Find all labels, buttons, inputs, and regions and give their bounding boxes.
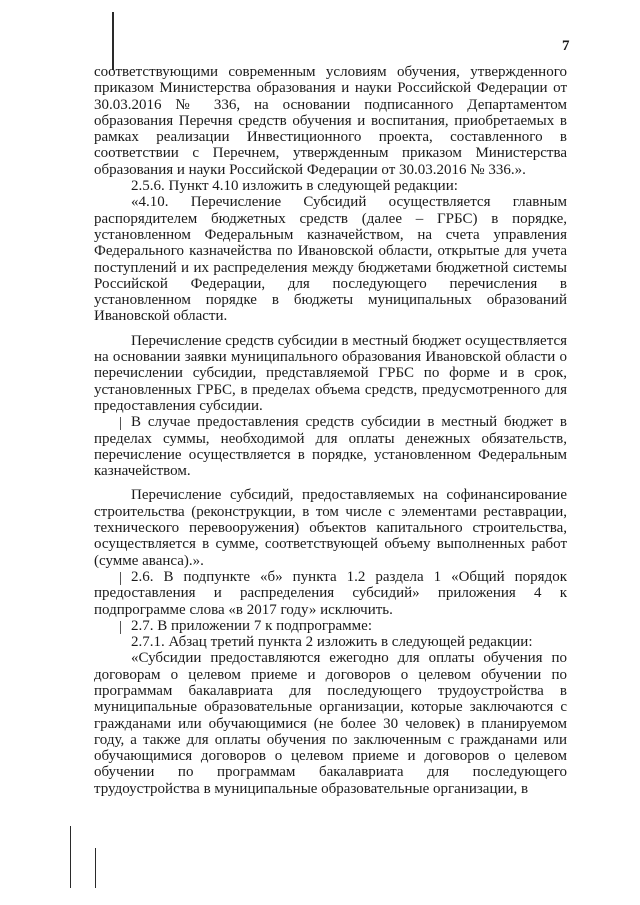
paragraph-4-10-quote: «4.10. Перечисление Субсидий осуществляется главным распорядителем бюджетных средств (далее – ГРБС) в порядке, установленном Федеральным казначейством, на счета управления Федерального казначейства по Ивановской области, открытые для учета поступлений и их распределения между бюджетами бюджетной системы Российской Федерации, для последующего перечисления в установленном порядке в бюджеты муниципальных образований Ивановской области. bbox=[94, 194, 567, 325]
scan-mark-top-left bbox=[112, 12, 114, 70]
paragraph-treasury-case: В случае предоставления средств субсидии в местный бюджет в пределах суммы, необходимой для оплаты денежных обязательств, перечисление осуществляется в порядке, установленном Федеральным казначейством. bbox=[94, 414, 567, 480]
paragraph-continuation: соответствующими современным условиям обучения, утвержденного приказом Министерства образования и науки Российской Федерации от 30.03.2016 № 336, на основании подписанного Департаментом образования Перечня средств обучения и воспитания, приобретаемых в рамках реализации Инвестиционного проекта, составленного в соответствии с Перечнем, утвержденным приказом Министерства образования и науки Российской Федерации от 30.03.2016 № 336.». bbox=[94, 64, 567, 178]
paragraph-cofinancing: Перечисление субсидий, предоставляемых на софинансирование строительства (реконструкции, в том числе с элементами реставрации, технического перевооружения) объектов капитального строительства, осуществляется в сумме, соответствующей объему выполненных работ (сумме аванса).». bbox=[94, 487, 567, 569]
paragraph-2-7: 2.7. В приложении 7 к подпрограмме: bbox=[94, 618, 567, 634]
page-number: 7 bbox=[562, 38, 570, 54]
scan-mark-bottom-left-a bbox=[70, 826, 71, 888]
scan-mark-bottom-left-b bbox=[95, 848, 96, 888]
document-body bbox=[94, 64, 567, 797]
paragraph-subsidy-transfer: Перечисление средств субсидии в местный бюджет осуществляется на основании заявки муниципального образования Ивановской области о перечислении субсидии, представляемой ГРБС по форме и в срок, установленных ГРБС, в пределах объема средств, предусмотренного для предоставления субсидии. bbox=[94, 332, 567, 414]
paragraph-2-6: 2.6. В подпункте «б» пункта 1.2 раздела 1 «Общий порядок предоставления и распределения субсидий» приложения 4 к подпрограмме слова «в 2017 году» исключить. bbox=[94, 568, 567, 618]
paragraph-2-5-6: 2.5.6. Пункт 4.10 изложить в следующей редакции: bbox=[131, 178, 458, 195]
paragraph-2-7-1: 2.7.1. Абзац третий пункта 2 изложить в следующей редакции: bbox=[131, 634, 533, 651]
paragraph-subsidies-quote: «Субсидии предоставляются ежегодно для оплаты обучения по договорам о целевом приеме и договоров о целевом обучении по программам бакалавриата для последующего трудоустройства в муниципальные образовательные организации, которые заключаются с гражданами или обучающимися (не более 30 человек) в планируемом году, а также для оплаты обучения по заключенным с гражданами или обучающимися договоров о целевом приеме и договоров о целевом обучении по программам бакалавриата для последующего трудоустройства в муниципальные образовательные организации, в bbox=[94, 650, 567, 797]
